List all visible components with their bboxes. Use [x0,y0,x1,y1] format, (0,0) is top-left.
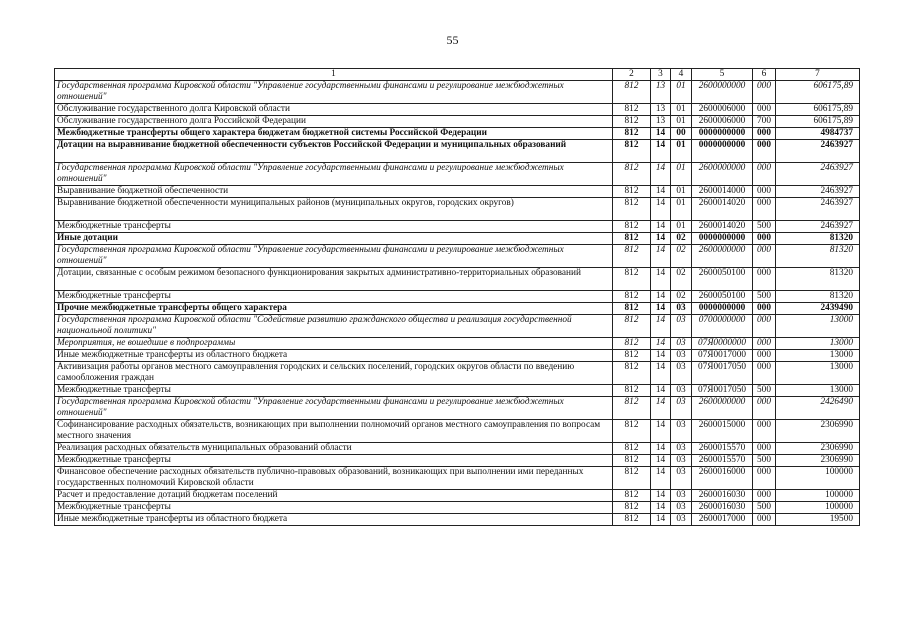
budget-table [54,68,860,526]
target-article-cell: 2600050100 [692,268,753,291]
section-code-cell: 14 [651,140,671,163]
expense-type-cell: 000 [753,268,776,291]
subsection-code-cell: 03 [671,362,692,385]
amount-cell: 2463927 [776,198,860,221]
amount-cell: 606175,89 [776,116,860,128]
header-cell: 4 [671,69,692,81]
header-cell: 7 [776,69,860,81]
expense-type-cell: 500 [753,455,776,467]
page-number: 55 [446,33,459,47]
amount-cell: 2426490 [776,397,860,420]
amount-cell: 2306990 [776,420,860,443]
target-article-cell: 2600015570 [692,455,753,467]
amount-cell: 13000 [776,315,860,338]
item-name-cell: Межбюджетные трансферты [55,221,613,233]
expense-type-cell: 000 [753,303,776,315]
section-code-cell: 14 [651,315,671,338]
section-code-cell: 14 [651,245,671,268]
subsection-code-cell: 01 [671,163,692,186]
subsection-code-cell: 02 [671,268,692,291]
ministry-code-cell: 812 [613,455,651,467]
section-code-cell: 14 [651,514,671,526]
target-article-cell: 0700000000 [692,315,753,338]
expense-type-cell: 000 [753,362,776,385]
table-row [55,81,860,104]
amount-cell: 2463927 [776,186,860,198]
expense-type-cell: 000 [753,443,776,455]
amount-cell: 2463927 [776,140,860,163]
item-name-cell: Межбюджетные трансферты общего характера бюджетам бюджетной системы Российской Федерации [55,128,613,140]
expense-type-cell: 700 [753,116,776,128]
table-row [55,140,860,163]
header-cell: 3 [651,69,671,81]
target-article-cell: 2600014020 [692,198,753,221]
expense-type-cell: 500 [753,291,776,303]
ministry-code-cell: 812 [613,385,651,397]
table-row [55,116,860,128]
section-code-cell: 14 [651,467,671,490]
section-code-cell: 14 [651,233,671,245]
subsection-code-cell: 01 [671,81,692,104]
target-article-cell: 2600050100 [692,291,753,303]
item-name-cell: Государственная программа Кировской области "Управление государственными финансами и регулирование межбюджетных отношений" [55,245,613,268]
amount-cell: 606175,89 [776,104,860,116]
amount-cell: 2306990 [776,443,860,455]
target-article-cell: 2600016030 [692,502,753,514]
ministry-code-cell: 812 [613,514,651,526]
table-row [55,443,860,455]
table-row [55,291,860,303]
item-name-cell: Межбюджетные трансферты [55,291,613,303]
subsection-code-cell: 03 [671,514,692,526]
amount-cell: 13000 [776,338,860,350]
section-code-cell: 14 [651,455,671,467]
header-cell: 6 [753,69,776,81]
expense-type-cell: 500 [753,385,776,397]
expense-type-cell: 000 [753,245,776,268]
item-name-cell: Государственная программа Кировской области "Управление государственными финансами и регулирование межбюджетных отношений" [55,163,613,186]
amount-cell: 19500 [776,514,860,526]
target-article-cell: 2600006000 [692,104,753,116]
table-row [55,338,860,350]
amount-cell: 2439490 [776,303,860,315]
item-name-cell: Софинансирование расходных обязательств, возникающих при выполнении полномочий органов местного самоуправления по вопросам местного значения [55,420,613,443]
expense-type-cell: 000 [753,163,776,186]
section-code-cell: 13 [651,81,671,104]
table-row [55,350,860,362]
ministry-code-cell: 812 [613,397,651,420]
amount-cell: 81320 [776,233,860,245]
table-row [55,420,860,443]
item-name-cell: Дотации на выравнивание бюджетной обеспеченности субъектов Российской Федерации и муниципальных образований [55,140,613,163]
amount-cell: 13000 [776,385,860,397]
target-article-cell: 2600014020 [692,221,753,233]
ministry-code-cell: 812 [613,245,651,268]
target-article-cell: 0000000000 [692,303,753,315]
expense-type-cell: 500 [753,221,776,233]
subsection-code-cell: 03 [671,303,692,315]
header-cell: 5 [692,69,753,81]
subsection-code-cell: 00 [671,128,692,140]
header-cell: 2 [613,69,651,81]
item-name-cell: Реализация расходных обязательств муниципальных образований области [55,443,613,455]
table-row [55,198,860,221]
subsection-code-cell: 01 [671,198,692,221]
amount-cell: 81320 [776,268,860,291]
subsection-code-cell: 01 [671,221,692,233]
ministry-code-cell: 812 [613,315,651,338]
target-article-cell: 0000000000 [692,233,753,245]
item-name-cell: Прочие межбюджетные трансферты общего характера [55,303,613,315]
ministry-code-cell: 812 [613,104,651,116]
table-row [55,233,860,245]
amount-cell: 81320 [776,245,860,268]
section-code-cell: 13 [651,116,671,128]
target-article-cell: 0000000000 [692,128,753,140]
subsection-code-cell: 03 [671,338,692,350]
expense-type-cell: 000 [753,514,776,526]
subsection-code-cell: 03 [671,420,692,443]
item-name-cell: Межбюджетные трансферты [55,502,613,514]
ministry-code-cell: 812 [613,268,651,291]
target-article-cell: 2600006000 [692,116,753,128]
table-row [55,467,860,490]
ministry-code-cell: 812 [613,221,651,233]
subsection-code-cell: 01 [671,104,692,116]
amount-cell: 4984737 [776,128,860,140]
section-code-cell: 14 [651,443,671,455]
target-article-cell: 2600000000 [692,81,753,104]
table-row [55,303,860,315]
target-article-cell: 07Я0000000 [692,338,753,350]
item-name-cell: Межбюджетные трансферты [55,385,613,397]
subsection-code-cell: 03 [671,350,692,362]
expense-type-cell: 000 [753,186,776,198]
subsection-code-cell: 03 [671,315,692,338]
target-article-cell: 2600017000 [692,514,753,526]
subsection-code-cell: 02 [671,291,692,303]
subsection-code-cell: 03 [671,502,692,514]
target-article-cell: 0000000000 [692,140,753,163]
expense-type-cell: 500 [753,502,776,514]
target-article-cell: 2600000000 [692,245,753,268]
subsection-code-cell: 01 [671,140,692,163]
table-row [55,455,860,467]
item-name-cell: Расчет и предоставление дотаций бюджетам поселений [55,490,613,502]
ministry-code-cell: 812 [613,291,651,303]
target-article-cell: 2600015000 [692,420,753,443]
section-code-cell: 14 [651,385,671,397]
table-row [55,514,860,526]
ministry-code-cell: 812 [613,502,651,514]
item-name-cell: Межбюджетные трансферты [55,455,613,467]
expense-type-cell: 000 [753,233,776,245]
item-name-cell: Иные межбюджетные трансферты из областного бюджета [55,514,613,526]
target-article-cell: 2600016030 [692,490,753,502]
item-name-cell: Активизация работы органов местного самоуправления городских и сельских поселений, городских округов области по введению самообложения граждан [55,362,613,385]
target-article-cell: 2600014000 [692,186,753,198]
section-code-cell: 14 [651,128,671,140]
expense-type-cell: 000 [753,128,776,140]
expense-type-cell: 000 [753,490,776,502]
section-code-cell: 14 [651,268,671,291]
target-article-cell: 07Я0017050 [692,362,753,385]
section-code-cell: 14 [651,502,671,514]
amount-cell: 13000 [776,362,860,385]
section-code-cell: 14 [651,490,671,502]
section-code-cell: 14 [651,163,671,186]
table-row [55,315,860,338]
ministry-code-cell: 812 [613,81,651,104]
subsection-code-cell: 03 [671,455,692,467]
amount-cell: 81320 [776,291,860,303]
expense-type-cell: 000 [753,467,776,490]
target-article-cell: 07Я0017000 [692,350,753,362]
target-article-cell: 07Я0017050 [692,385,753,397]
ministry-code-cell: 812 [613,467,651,490]
table-row [55,362,860,385]
item-name-cell: Обслуживание государственного долга Кировской области [55,104,613,116]
item-name-cell: Государственная программа Кировской области "Содействие развитию гражданского общества и реализация государственной национальной политики" [55,315,613,338]
ministry-code-cell: 812 [613,116,651,128]
table-row [55,163,860,186]
expense-type-cell: 000 [753,397,776,420]
table-row [55,221,860,233]
subsection-code-cell: 03 [671,490,692,502]
table-row [55,245,860,268]
amount-cell: 13000 [776,350,860,362]
ministry-code-cell: 812 [613,443,651,455]
section-code-cell: 13 [651,104,671,116]
amount-cell: 2306990 [776,455,860,467]
amount-cell: 100000 [776,502,860,514]
table-row [55,268,860,291]
item-name-cell: Дотации, связанные с особым режимом безопасного функционирования закрытых административно-территориальных образований [55,268,613,291]
item-name-cell: Выравнивание бюджетной обеспеченности [55,186,613,198]
ministry-code-cell: 812 [613,420,651,443]
target-article-cell: 2600016000 [692,467,753,490]
expense-type-cell: 000 [753,315,776,338]
ministry-code-cell: 812 [613,362,651,385]
item-name-cell: Иные дотации [55,233,613,245]
table-row [55,490,860,502]
ministry-code-cell: 812 [613,233,651,245]
section-code-cell: 14 [651,397,671,420]
item-name-cell: Финансовое обеспечение расходных обязательств публично-правовых образований, возникающих при выполнении ими переданных государственных полномочий Кировской области [55,467,613,490]
subsection-code-cell: 02 [671,233,692,245]
expense-type-cell: 000 [753,81,776,104]
ministry-code-cell: 812 [613,186,651,198]
table-row [55,397,860,420]
section-code-cell: 14 [651,198,671,221]
section-code-cell: 14 [651,420,671,443]
expense-type-cell: 000 [753,338,776,350]
ministry-code-cell: 812 [613,490,651,502]
target-article-cell: 2600000000 [692,163,753,186]
ministry-code-cell: 812 [613,198,651,221]
table-row [55,104,860,116]
expense-type-cell: 000 [753,140,776,163]
item-name-cell: Мероприятия, не вошедшие в подпрограммы [55,338,613,350]
ministry-code-cell: 812 [613,303,651,315]
expense-type-cell: 000 [753,104,776,116]
amount-cell: 2463927 [776,221,860,233]
expense-type-cell: 000 [753,420,776,443]
section-code-cell: 14 [651,291,671,303]
amount-cell: 100000 [776,490,860,502]
table-row [55,128,860,140]
subsection-code-cell: 01 [671,186,692,198]
section-code-cell: 14 [651,338,671,350]
item-name-cell: Иные межбюджетные трансферты из областного бюджета [55,350,613,362]
subsection-code-cell: 03 [671,397,692,420]
subsection-code-cell: 03 [671,385,692,397]
table-row [55,186,860,198]
section-code-cell: 14 [651,221,671,233]
ministry-code-cell: 812 [613,163,651,186]
table-row [55,385,860,397]
target-article-cell: 2600015570 [692,443,753,455]
section-code-cell: 14 [651,362,671,385]
ministry-code-cell: 812 [613,350,651,362]
item-name-cell: Государственная программа Кировской области "Управление государственными финансами и регулирование межбюджетных отношений" [55,397,613,420]
item-name-cell: Выравнивание бюджетной обеспеченности муниципальных районов (муниципальных округов, городских округов) [55,198,613,221]
subsection-code-cell: 03 [671,443,692,455]
target-article-cell: 2600000000 [692,397,753,420]
amount-cell: 606175,89 [776,81,860,104]
expense-type-cell: 000 [753,350,776,362]
section-code-cell: 14 [651,303,671,315]
section-code-cell: 14 [651,186,671,198]
section-code-cell: 14 [651,350,671,362]
subsection-code-cell: 03 [671,467,692,490]
ministry-code-cell: 812 [613,338,651,350]
item-name-cell: Государственная программа Кировской области "Управление государственными финансами и регулирование межбюджетных отношений" [55,81,613,104]
subsection-code-cell: 02 [671,245,692,268]
ministry-code-cell: 812 [613,128,651,140]
header-cell: 1 [55,69,613,81]
ministry-code-cell: 812 [613,140,651,163]
amount-cell: 2463927 [776,163,860,186]
table-row [55,502,860,514]
table-header-row [55,69,860,81]
expense-type-cell: 000 [753,198,776,221]
amount-cell: 100000 [776,467,860,490]
subsection-code-cell: 01 [671,116,692,128]
item-name-cell: Обслуживание государственного долга Российской Федерации [55,116,613,128]
